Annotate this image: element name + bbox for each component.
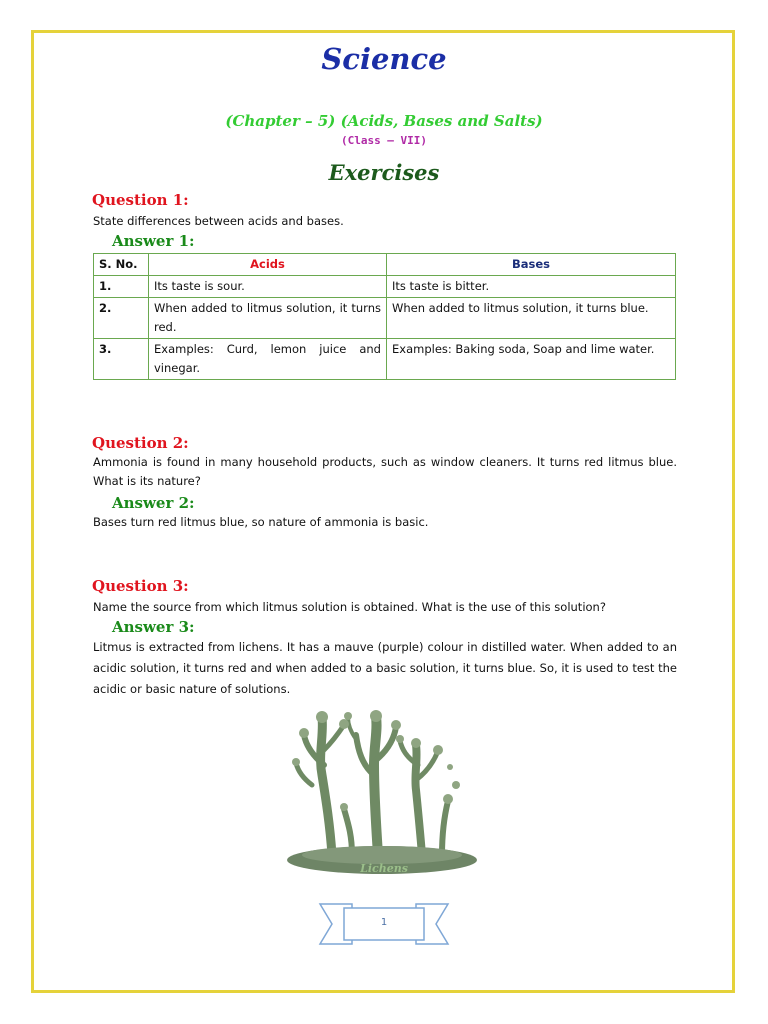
table-cell-sno: 2. (94, 298, 149, 339)
table-cell-acid: When added to litmus solution, it turns red. (149, 298, 387, 339)
question-2-text: Ammonia is found in many household products, such as window cleaners. It turns red litmus blue. What is its nature? (93, 455, 677, 488)
lichens-caption: Lichens (360, 862, 408, 875)
table-cell-sno: 1. (94, 276, 149, 298)
answer-3-text: Litmus is extracted from lichens. It has a mauve (purple) colour in distilled water. When added to an acidic solution, it turns red and when added to a basic solution, it turns blue. So, it is used to test the acidic or basic nature of solutions. (93, 640, 677, 696)
question-2-heading: Question 2: (92, 434, 189, 452)
question-3-text: Name the source from which litmus solution is obtained. What is the use of this solution? (93, 600, 606, 614)
answer-3-heading: Answer 3: (112, 618, 195, 636)
lichens-image (282, 705, 482, 885)
table-cell-acid: Its taste is sour. (149, 276, 387, 298)
table-cell-acid: Examples: Curd, lemon juice and vinegar. (149, 339, 387, 380)
page-title: Science (321, 42, 447, 76)
acids-bases-table (93, 253, 676, 380)
table-cell-base: Its taste is bitter. (387, 276, 676, 298)
chapter-heading: (Chapter – 5) (Acids, Bases and Salts) (225, 112, 543, 130)
table-row (94, 276, 676, 298)
table-cell-sno: 3. (94, 339, 149, 380)
question-1-text: State differences between acids and bases. (93, 214, 344, 228)
table-cell-base: Examples: Baking soda, Soap and lime water. (387, 339, 676, 380)
table-header-acids: Acids (149, 254, 387, 276)
table-header-sno: S. No. (94, 254, 149, 276)
table-cell-base: When added to litmus solution, it turns blue. (387, 298, 676, 339)
question-3-heading: Question 3: (92, 577, 189, 595)
table-header-bases: Bases (387, 254, 676, 276)
question-1-heading: Question 1: (92, 191, 189, 209)
answer-2-text: Bases turn red litmus blue, so nature of ammonia is basic. (93, 515, 429, 529)
table-row (94, 298, 676, 339)
table-row (94, 339, 676, 380)
table-header-row (94, 254, 676, 276)
class-label: (Class – VII) (340, 134, 428, 147)
answer-2-heading: Answer 2: (112, 494, 195, 512)
lichen-illustration (282, 705, 482, 885)
page-number: 1 (380, 917, 388, 928)
answer-1-heading: Answer 1: (112, 232, 195, 250)
section-heading: Exercises (328, 160, 440, 185)
